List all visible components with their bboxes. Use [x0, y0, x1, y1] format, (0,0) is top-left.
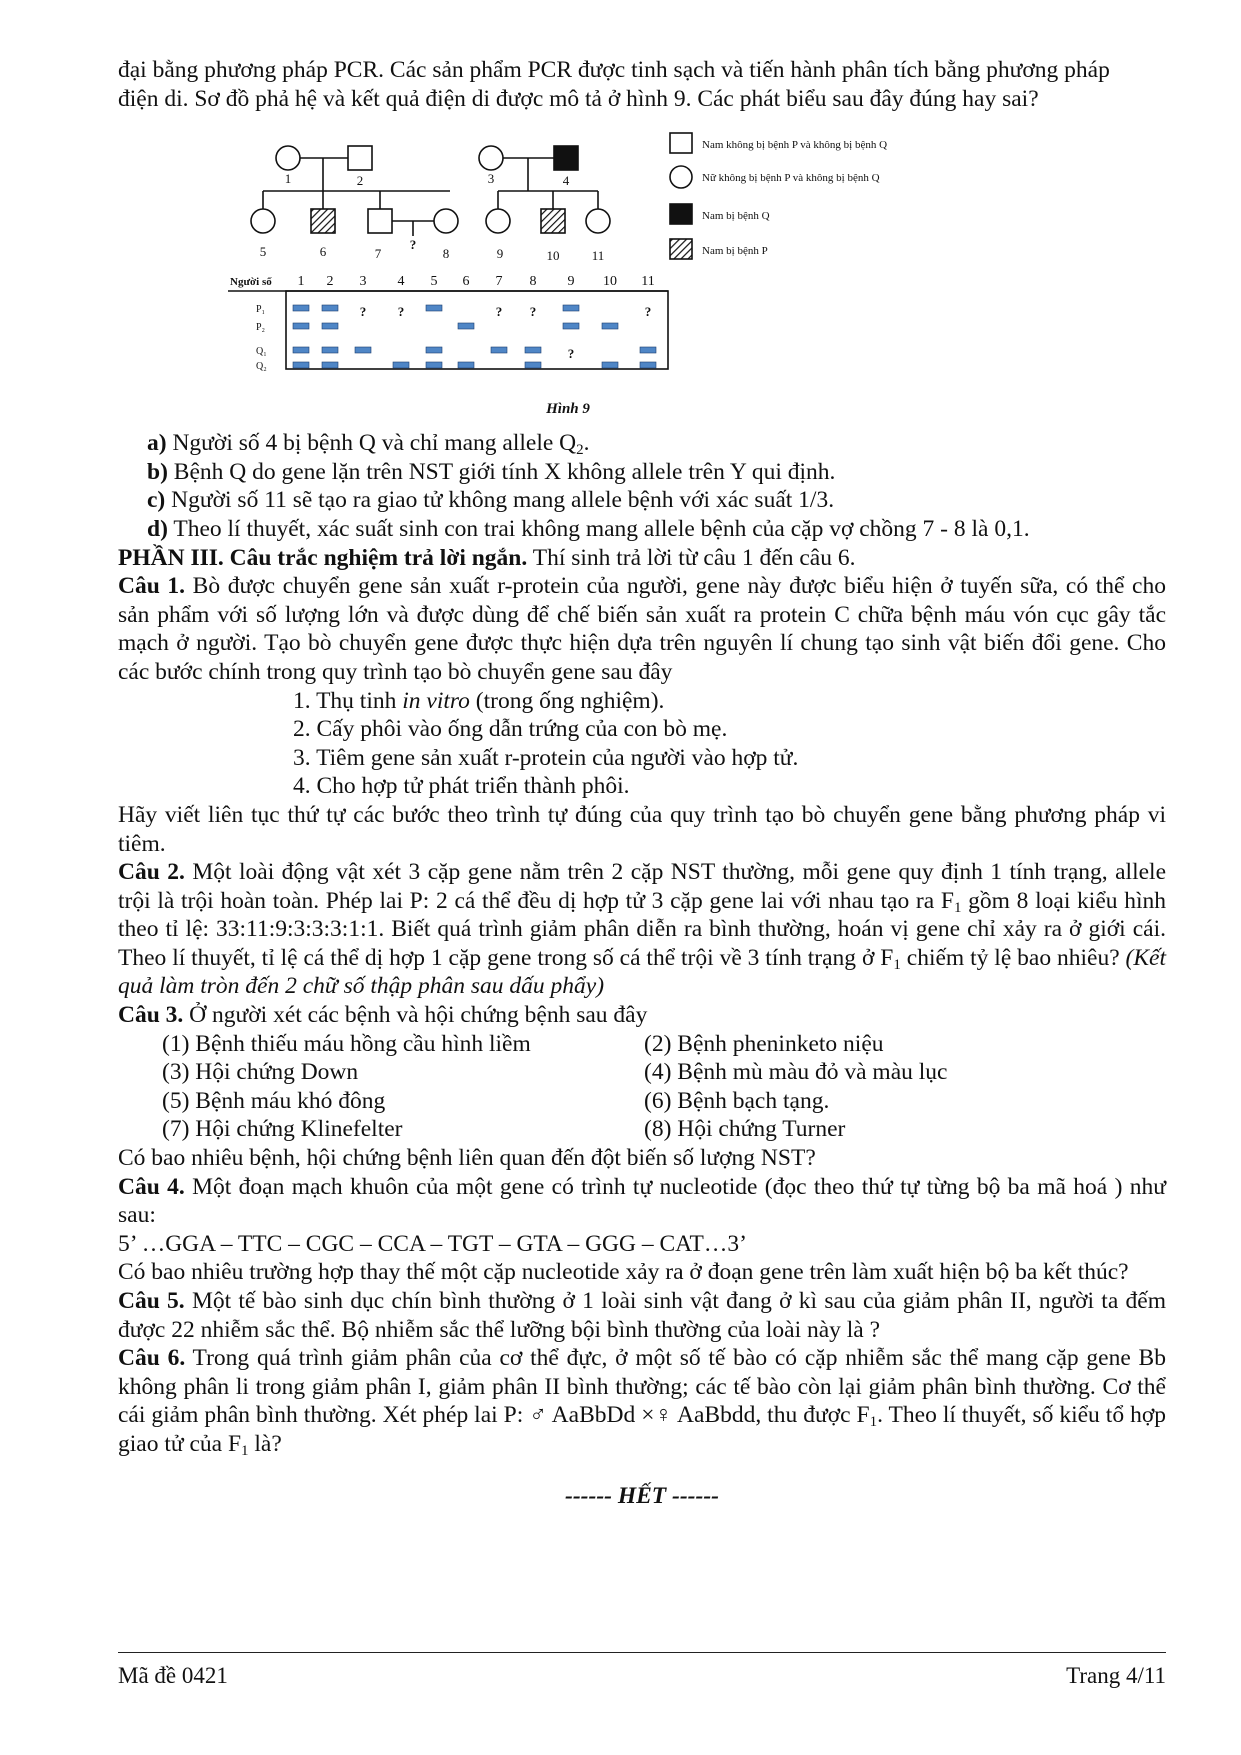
q1-step-4: 4. Cho hợp tử phát triển thành phôi. [293, 773, 630, 800]
q3-row-1: (1) Bệnh thiếu máu hồng cầu hình liềm (2) Bệnh pheninketo niệu [162, 1030, 884, 1057]
gel-unknown-col8: ? [529, 304, 537, 320]
part3-heading: PHẦN III. Câu trắc nghiệm trả lời ngắn. Thí sinh trả lời từ câu 1 đến câu 6. [118, 544, 856, 571]
gel-column-1: 1 [297, 274, 305, 290]
q1-step-2: 2. Cấy phôi vào ống dẫn trứng của con bò mẹ. [293, 716, 728, 743]
person-6-symbol [311, 209, 335, 233]
q1-step-1: 1. Thụ tinh in vitro (trong ống nghiệm). [293, 687, 665, 714]
pedigree-number-3: 3 [487, 171, 495, 187]
gel-column-7: 7 [495, 274, 503, 290]
gel-column-9: 9 [567, 274, 575, 290]
pedigree-unknown-mark: ? [409, 237, 417, 253]
exam-code: Mã đề 0421 [118, 1663, 228, 1688]
person-7-symbol [368, 209, 392, 233]
pedigree-number-7: 7 [374, 246, 382, 262]
figure-caption: Hình 9 [546, 401, 590, 418]
legend-hatched-square-icon [670, 239, 692, 259]
gel-frame [286, 291, 668, 369]
gel-column-numbers [298, 274, 655, 289]
intro-line-2: điện di. Sơ đồ phả hệ và kết quả điện di được mô tả ở hình 9. Các phát biểu sau đây đúng hay sai? [118, 85, 1039, 112]
person-11-symbol [586, 209, 610, 233]
pedigree-number-9: 9 [496, 246, 504, 262]
page-footer [118, 1652, 1166, 1689]
legend-label-4: Nam bị bệnh P [702, 245, 768, 258]
gel-band-col2-row2 [322, 323, 338, 329]
q4-sequence: 5’ …GGA – TTC – CGC – CCA – TGT – GTA – GGG – CAT…3’ [118, 1230, 747, 1257]
q1-step-3: 3. Tiêm gene sản xuất r-protein của người vào hợp tử. [293, 744, 799, 771]
q3-row-2: (3) Hội chứng Down (4) Bệnh mù màu đỏ và màu lục [162, 1059, 948, 1086]
legend-label-1: Nam không bị bệnh P và không bị bệnh Q [702, 139, 888, 152]
question-3: Câu 3. Ở người xét các bệnh và hội chứng bệnh sau đây [118, 1002, 648, 1029]
q3-ask: Có bao nhiêu bệnh, hội chứng bệnh liên quan đến đột biến số lượng NST? [118, 1145, 816, 1172]
legend-open-square-icon [670, 133, 692, 153]
gel-band-col1-row1 [293, 305, 309, 311]
question-2: Câu 2. Một loài động vật xét 3 cặp gene nằm trên 2 cặp NST thường, mỗi gene quy định 1 tính trạng, allele trội là trội hoàn toàn. Phép lai P: 2 cá thể đều dị hợp tử 3 cặp gene lai với nhau tạo ra $F_1$ gồm 8 loại kiểu hình theo tỉ lệ: 33:11:9:3:3:3:1:1. Biết quá trình giảm phân diễn ra bình thường, hoán vị gene chỉ xảy ra ở giới cái. Theo lí thuyết, tỉ lệ cá thể dị hợp 1 cặp gene trong số cá thể trội về 3 tính trạng ở $F_1$ chiếm tỷ lệ bao nhiêu? (Kết quả làm tròn đến 2 chữ số thập phân sau dấu phẩy) [118, 859, 1167, 1000]
pedigree-number-8: 8 [442, 246, 450, 262]
gel-band-col3-row3 [355, 347, 371, 353]
gel-column-11: 11 [641, 274, 655, 290]
question-6: Câu 6. Trong quá trình giảm phân của cơ thể đực, ở một số tế bào có cặp nhiễm sắc thể mang cặp gene Bb không phân li trong giảm phân I, giảm phân II bình thường; các tế bào còn lại giảm phân bình thường. Cơ thể cái giảm phân bình thường. Xét phép lai P: ♂ AaBbDd ×♀ AaBbdd, thu được $F_1$. Theo lí thuyết, số kiểu tổ hợp giao tử của $F_1$ là? [118, 1345, 1166, 1459]
statement-a: a) Người số 4 bị bệnh Q và chỉ mang allele $Q_2$. [147, 430, 590, 459]
gel-row-label-4: Q₂ [256, 361, 267, 373]
gel-column-2: 2 [326, 274, 334, 290]
gel-header-label: Người số [230, 276, 272, 289]
question-4: Câu 4. Một đoạn mạch khuôn của một gene có trình tự nucleotide (đọc theo thứ tự từng bộ ba mã hoá ) như sau: [118, 1173, 1166, 1229]
gel-band-col11-row3 [640, 347, 656, 353]
gel-row-label-1: P₁ [256, 304, 266, 316]
gel-band-col8-row4 [525, 362, 541, 368]
person-4-symbol [554, 146, 578, 170]
person-3-symbol [479, 146, 503, 170]
gel-band-col2-row1 [322, 305, 338, 311]
gel-band-col5-row4 [426, 362, 442, 368]
figure-9 [118, 121, 1166, 427]
page-content [118, 56, 1166, 1511]
gel-band-col1-row4 [293, 362, 309, 368]
legend-label-3: Nam bị bệnh Q [702, 210, 770, 223]
gel-band-col1-row3 [293, 347, 309, 353]
question-1: Câu 1. Bò được chuyển gene sản xuất r-protein của người, gene này được biểu hiện ở tuyến sữa, có thể cho sản phẩm với số lượng lớn và được dùng để chế biến sản xuất ra protein C chữa bệnh máu vón cục gây tắc mạch ở người. Tạo bò chuyển gene được thực hiện dựa trên nguyên lí chung tạo sinh vật biến đổi gene. Cho các bước chính trong quy trình tạo bò chuyển gene sau đây [118, 573, 1166, 685]
pedigree-number-6: 6 [319, 244, 327, 260]
gel-band-col5-row1 [426, 305, 442, 311]
gel-column-10: 10 [603, 274, 617, 290]
gel-band-col11-row4 [640, 362, 656, 368]
pedigree-number-11: 11 [591, 248, 605, 264]
gel-band-col4-row4 [393, 362, 409, 368]
gel-band-col6-row4 [458, 362, 474, 368]
statement-b: b) Bệnh Q do gene lặn trên NST giới tính X không allele trên Y qui định. [147, 458, 836, 485]
pedigree-gel-figure [118, 121, 1018, 427]
gel-row-label-3: Q₁ [256, 346, 267, 358]
legend-label-2: Nữ không bị bệnh P và không bị bệnh Q [702, 172, 880, 185]
gel-band-col9-row1 [563, 305, 579, 311]
pedigree-number-2: 2 [356, 173, 364, 189]
gel-column-6: 6 [462, 274, 470, 290]
gel-unknown-col9: ? [567, 346, 575, 362]
q1-ask: Hãy viết liên tục thứ tự các bước theo trình tự đúng của quy trình tạo bò chuyển gene bằng phương pháp vi tiêm. [118, 801, 1166, 857]
q3-row-4: (7) Hội chứng Klinefelter (8) Hội chứng Turner [162, 1116, 846, 1143]
statement-d: d) Theo lí thuyết, xác suất sinh con trai không mang allele bệnh của cặp vợ chồng 7 - 8 là 0,1. [147, 515, 1030, 542]
pedigree-number-10: 10 [546, 248, 560, 264]
pedigree-number-4: 4 [562, 173, 570, 189]
gel-row-label-2: P₂ [256, 322, 266, 334]
gel-column-8: 8 [529, 274, 537, 290]
gel-band-col9-row2 [563, 323, 579, 329]
person-9-symbol [486, 209, 510, 233]
legend-filled-square-icon [670, 204, 692, 224]
gel-column-5: 5 [430, 274, 438, 290]
gel-column-3: 3 [359, 274, 367, 290]
legend-open-circle-icon [670, 166, 692, 188]
gel-band-col5-row3 [426, 347, 442, 353]
gel-band-col2-row4 [322, 362, 338, 368]
person-5-symbol [251, 209, 275, 233]
gel-band-col7-row3 [491, 347, 507, 353]
gel-column-4: 4 [397, 274, 405, 290]
pedigree-number-5: 5 [259, 244, 267, 260]
question-5: Câu 5. Một tế bào sinh dục chín bình thường ở 1 loài sinh vật đang ở kì sau của giảm phân II, người ta đếm được 22 nhiễm sắc thể. Bộ nhiễm sắc thể lưỡng bội bình thường của loài này là ? [118, 1288, 1166, 1343]
gel-band-col10-row4 [602, 362, 618, 368]
person-1-symbol [276, 146, 300, 170]
gel-band-col1-row2 [293, 323, 309, 329]
gel-unknown-col3: ? [359, 304, 367, 320]
end-marker: ------ HẾT ------ [565, 1482, 719, 1509]
gel-unknown-col11: ? [644, 304, 652, 320]
gel-band-col6-row2 [458, 323, 474, 329]
gel-band-col2-row3 [322, 347, 338, 353]
intro-line-1: đại bằng phương pháp PCR. Các sản phẩm PCR được tinh sạch và tiến hành phân tích bằng phương pháp [118, 57, 1110, 83]
person-8-symbol [434, 209, 458, 233]
gel-unknown-col7: ? [495, 304, 503, 320]
q3-row-3: (5) Bệnh máu khó đông (6) Bệnh bạch tạng. [162, 1087, 830, 1114]
person-2-symbol [348, 146, 372, 170]
person-10-symbol [541, 209, 565, 233]
pedigree-number-1: 1 [284, 171, 292, 187]
q4-ask: Có bao nhiêu trường hợp thay thế một cặp nucleotide xảy ra ở đoạn gene trên làm xuất hiện bộ ba kết thúc? [118, 1259, 1129, 1286]
statement-c: c) Người số 11 sẽ tạo ra giao tử không mang allele bệnh với xác suất 1/3. [147, 487, 835, 514]
gel-band-col10-row2 [602, 323, 618, 329]
page-number: Trang 4/11 [1066, 1663, 1166, 1688]
gel-band-col8-row3 [525, 347, 541, 353]
gel-row-labels [256, 304, 267, 372]
gel-unknown-col4: ? [397, 304, 405, 320]
